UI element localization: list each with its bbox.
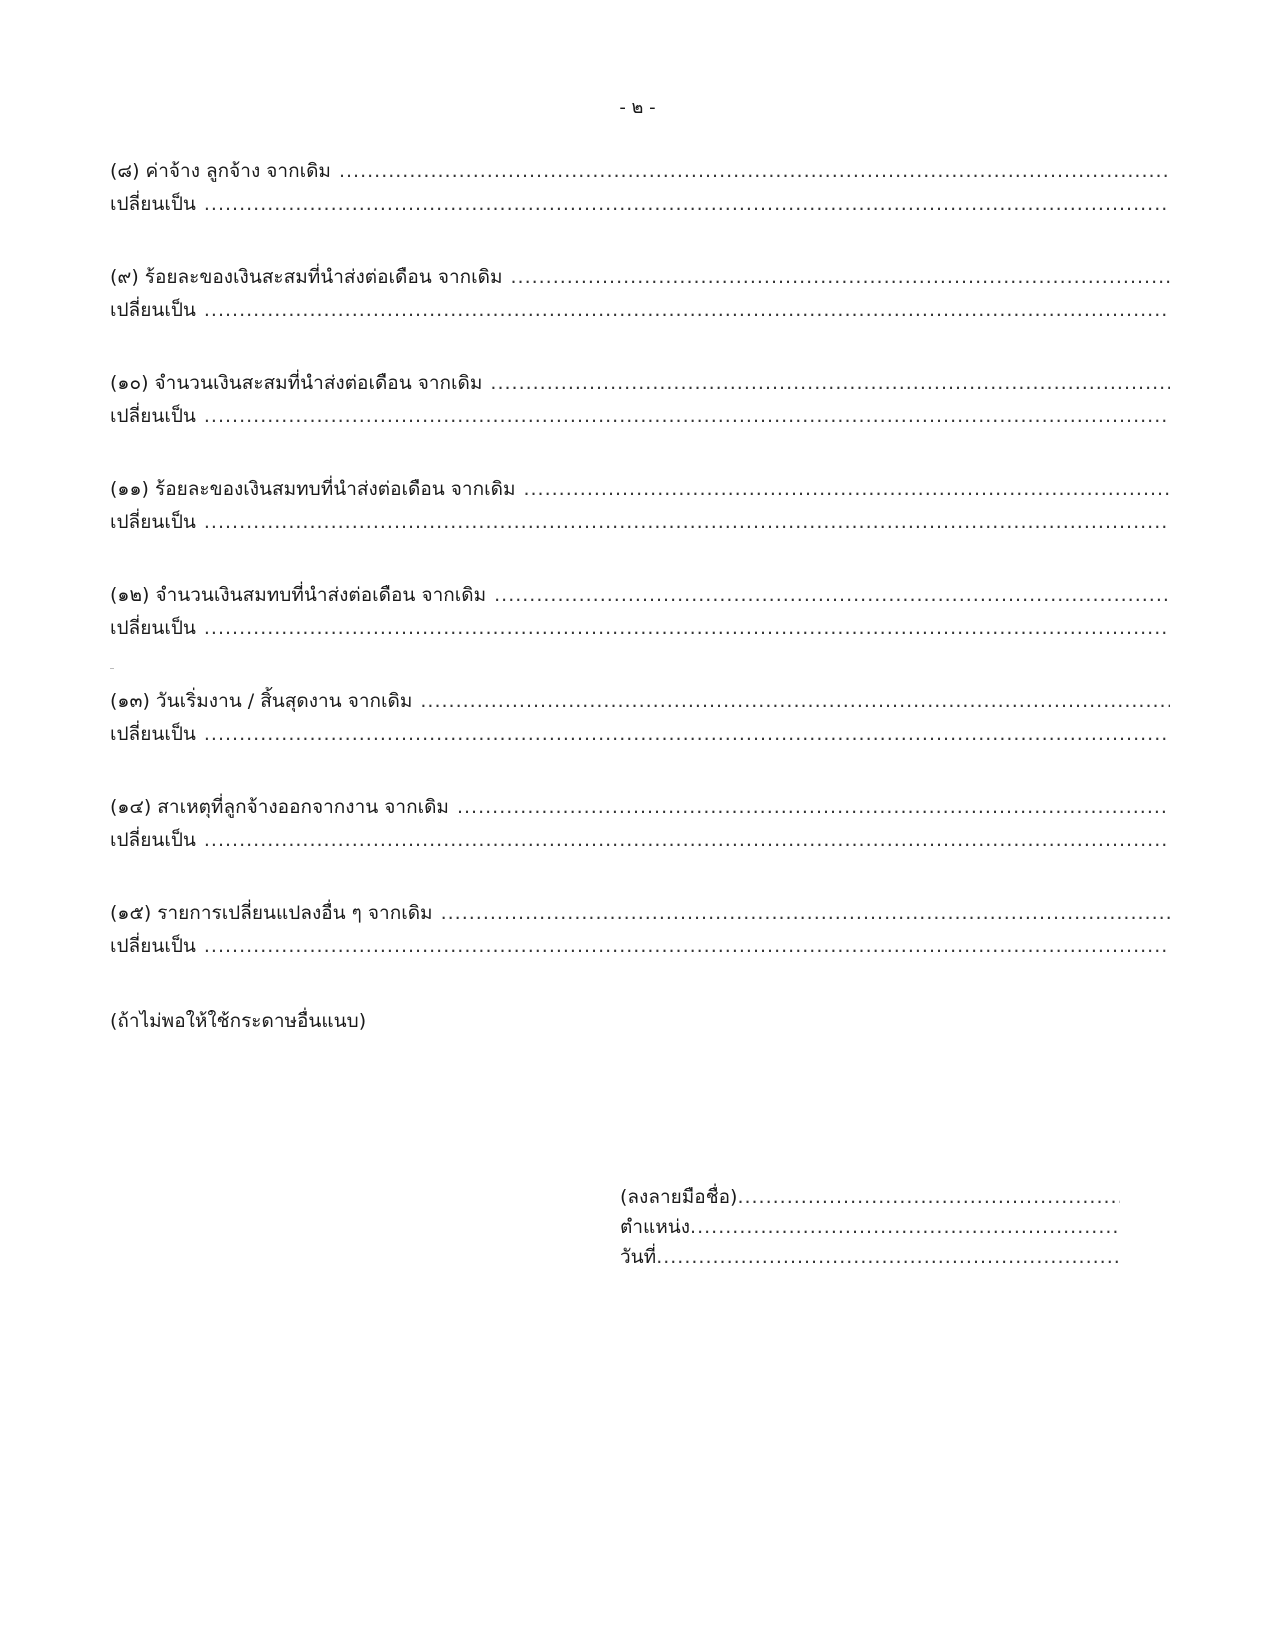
date-label: วันที่ xyxy=(620,1246,657,1268)
item-label: (๑๒) จำนวนเงินสมทบที่นำส่งต่อเดือน จากเดิม xyxy=(110,584,487,606)
change-item-10 xyxy=(110,367,1170,433)
item-label: (๑๔) สาเหตุที่ลูกจ้างออกจากงาน จากเดิม xyxy=(110,796,449,818)
change-label: เปลี่ยนเป็น xyxy=(110,723,196,745)
change-item-14 xyxy=(110,791,1170,857)
signature-line xyxy=(620,1182,1120,1212)
new-value-line xyxy=(110,930,1170,963)
change-items-list xyxy=(110,155,1170,1003)
original-value-line xyxy=(110,261,1170,294)
change-item-9 xyxy=(110,261,1170,327)
item-label: (๘) ค่าจ้าง ลูกจ้าง จากเดิม xyxy=(110,160,331,182)
new-value-line xyxy=(110,824,1170,857)
signature-label: (ลงลายมือชื่อ) xyxy=(620,1186,738,1208)
stray-mark xyxy=(110,668,114,669)
change-item-15 xyxy=(110,897,1170,963)
change-label: เปลี่ยนเป็น xyxy=(110,405,196,427)
fill-in-dots[interactable] xyxy=(204,294,1170,327)
fill-in-dots[interactable] xyxy=(204,188,1170,221)
position-line xyxy=(620,1212,1120,1242)
new-value-line xyxy=(110,612,1170,645)
change-item-8 xyxy=(110,155,1170,221)
original-value-line xyxy=(110,897,1170,930)
change-label: เปลี่ยนเป็น xyxy=(110,935,196,957)
date-line xyxy=(620,1242,1120,1272)
change-label: เปลี่ยนเป็น xyxy=(110,299,196,321)
fill-in-dots[interactable] xyxy=(441,897,1170,930)
original-value-line xyxy=(110,579,1170,612)
new-value-line xyxy=(110,506,1170,539)
new-value-line xyxy=(110,188,1170,221)
fill-in-dots[interactable] xyxy=(339,155,1170,188)
change-item-13 xyxy=(110,685,1170,751)
item-label: (๑๑) ร้อยละของเงินสมทบที่นำส่งต่อเดือน จากเดิม xyxy=(110,478,516,500)
item-label: (๑๕) รายการเปลี่ยนแปลงอื่น ๆ จากเดิม xyxy=(110,902,433,924)
fill-in-dots[interactable] xyxy=(523,473,1170,506)
page-number: - ๒ - xyxy=(619,97,656,118)
new-value-line xyxy=(110,400,1170,433)
signature-dots[interactable] xyxy=(737,1182,1120,1212)
fill-in-dots[interactable] xyxy=(457,791,1170,824)
original-value-line xyxy=(110,473,1170,506)
fill-in-dots[interactable] xyxy=(204,400,1170,433)
position-label: ตำแหน่ง xyxy=(620,1216,691,1238)
fill-in-dots[interactable] xyxy=(204,930,1170,963)
fill-in-dots[interactable] xyxy=(204,718,1170,751)
fill-in-dots[interactable] xyxy=(204,612,1170,645)
fill-in-dots[interactable] xyxy=(204,824,1170,857)
item-label: (๑๓) วันเริ่มงาน / สิ้นสุดงาน จากเดิม xyxy=(110,690,413,712)
change-label: เปลี่ยนเป็น xyxy=(110,193,196,215)
fill-in-dots[interactable] xyxy=(494,579,1170,612)
original-value-line xyxy=(110,367,1170,400)
change-item-12 xyxy=(110,579,1170,645)
new-value-line xyxy=(110,718,1170,751)
change-label: เปลี่ยนเป็น xyxy=(110,617,196,639)
fill-in-dots[interactable] xyxy=(510,261,1170,294)
original-value-line xyxy=(110,685,1170,718)
change-item-11 xyxy=(110,473,1170,539)
new-value-line xyxy=(110,294,1170,327)
original-value-line xyxy=(110,791,1170,824)
date-dots[interactable] xyxy=(656,1242,1120,1272)
fill-in-dots[interactable] xyxy=(490,367,1170,400)
item-label: (๙) ร้อยละของเงินสะสมที่นำส่งต่อเดือน จากเดิม xyxy=(110,266,503,288)
signature-block xyxy=(620,1182,1120,1272)
item-label: (๑๐) จำนวนเงินสะสมที่นำส่งต่อเดือน จากเดิม xyxy=(110,372,483,394)
change-label: เปลี่ยนเป็น xyxy=(110,829,196,851)
fill-in-dots[interactable] xyxy=(420,685,1170,718)
change-label: เปลี่ยนเป็น xyxy=(110,511,196,533)
fill-in-dots[interactable] xyxy=(204,506,1170,539)
position-dots[interactable] xyxy=(690,1212,1120,1242)
attachment-note: (ถ้าไม่พอให้ใช้กระดาษอื่นแนบ) xyxy=(110,1010,367,1032)
original-value-line xyxy=(110,155,1170,188)
